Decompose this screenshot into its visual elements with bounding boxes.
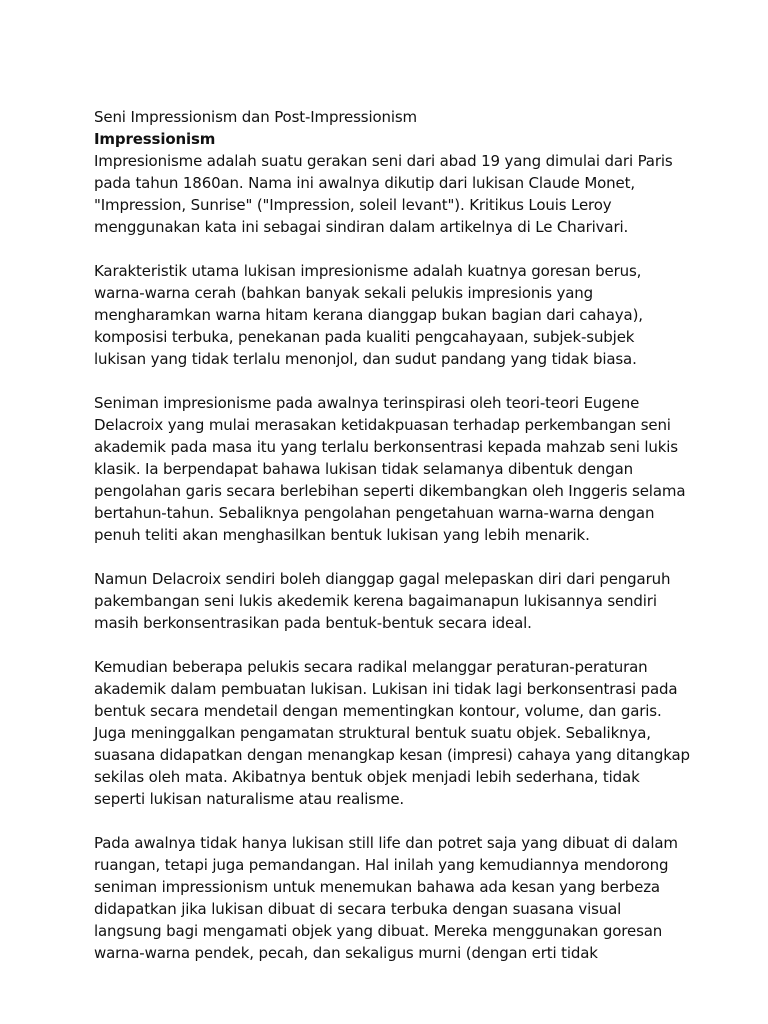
paragraph-2: Karakteristik utama lukisan impresionisme adalah kuatnya goresan berus, warna-warna cerah (bahkan banyak sekali pelukis impresionis yang mengharamkan warna hitam kerana dianggap bukan bagian dari cahaya), komposisi terbuka, penekanan pada kualiti pengcahayaan, subjek-subjek lukisan yang tidak terlalu menonjol, dan sudut pandang yang tidak biasa.: [94, 262, 643, 368]
paragraph-6: Pada awalnya tidak hanya lukisan still life dan potret saja yang dibuat di dalam ruangan, tetapi juga pemandangan. Hal inilah yang kemudiannya mendorong seniman impressionism untuk menemukan bahawa ada kesan yang berbeza didapatkan jika lukisan dibuat di secara terbuka dengan suasana visual langsung bagi mengamati objek yang dibuat. Mereka menggunakan goresan warna-warna pendek, pecah, dan sekaligus murni (dengan erti tidak: [94, 834, 678, 962]
document-body: [94, 106, 754, 986]
document-title: Seni Impressionism dan Post-Impressionism: [94, 108, 417, 126]
paragraph-1: Impresionisme adalah suatu gerakan seni dari abad 19 yang dimulai dari Paris pada tahun 1860an. Nama ini awalnya dikutip dari lukisan Claude Monet, "Impression, Sunrise" ("Impression, soleil levant"). Kritikus Louis Leroy menggunakan kata ini sebagai sindiran dalam artikelnya di Le Charivari.: [94, 152, 673, 236]
paragraph-4: Namun Delacroix sendiri boleh dianggap gagal melepaskan diri dari pengaruh pakembangan seni lukis akedemik kerena bagaimanapun lukisannya sendiri masih berkonsentrasikan pada bentuk-bentuk secara ideal.: [94, 570, 671, 632]
section-heading: Impressionism: [94, 130, 216, 148]
paragraph-3: Seniman impresionisme pada awalnya terinspirasi oleh teori-teori Eugene Delacroix yang mulai merasakan ketidakpuasan terhadap perkembangan seni akademik pada masa itu yang terlalu berkonsentrasi kepada mahzab seni lukis klasik. Ia berpendapat bahawa lukisan tidak selamanya dibentuk dengan pengolahan garis secara berlebihan seperti dikembangkan oleh Inggeris selama bertahun-tahun. Sebaliknya pengolahan pengetahuan warna-warna dengan penuh teliti akan menghasilkan bentuk lukisan yang lebih menarik.: [94, 394, 686, 544]
paragraph-5: Kemudian beberapa pelukis secara radikal melanggar peraturan-peraturan akademik dalam pembuatan lukisan. Lukisan ini tidak lagi berkonsentrasi pada bentuk secara mendetail dengan mementingkan kontour, volume, dan garis. Juga meninggalkan pengamatan struktural bentuk suatu objek. Sebaliknya, suasana didapatkan dengan menangkap kesan (impresi) cahaya yang ditangkap sekilas oleh mata. Akibatnya bentuk objek menjadi lebih sederhana, tidak seperti lukisan naturalisme atau realisme.: [94, 658, 690, 808]
